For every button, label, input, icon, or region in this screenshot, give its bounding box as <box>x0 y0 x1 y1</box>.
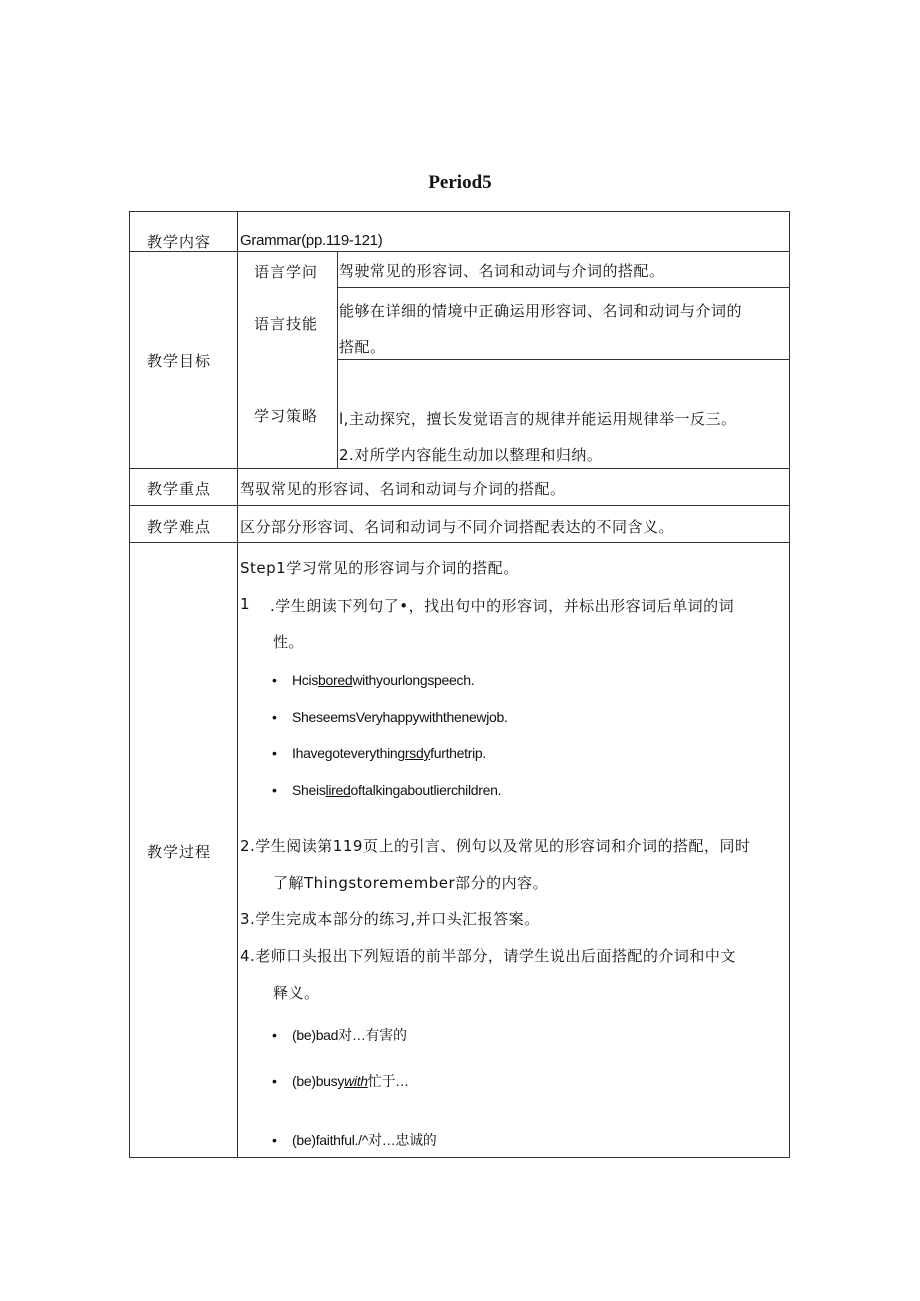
sentence-2: • SheseemsVeryhappywiththenewjob. <box>272 709 508 725</box>
skills-label: 语言技能 <box>254 315 319 333</box>
strategy-text-line1: l,主动探究，擅长发觉语言的规律并能运用规律举一反三。 <box>339 410 737 428</box>
content-value: Grammar(pp.119-121) <box>240 232 383 249</box>
skills-text-line1: 能够在详细的情境中正确运用形容词、名词和动词与介词的 <box>339 302 743 320</box>
item1-line2: 性。 <box>273 633 305 651</box>
item2-line2: 了解Thingstoremember部分的内容。 <box>273 874 549 892</box>
skills-text-line2: 搭配。 <box>339 338 386 356</box>
sentence-3: • Ihavegoteverythingrsdyfurthetrip. <box>272 745 486 761</box>
strategy-text-line2: 2.对所学内容能生动加以整理和归纳。 <box>339 446 603 464</box>
item3: 3.学生完成本部分的练习,并口头汇报答案。 <box>240 910 540 928</box>
objectives-label: 教学目标 <box>147 352 212 370</box>
item4-line1: 4.老师口头报出下列短语的前半部分，请学生说出后面搭配的介词和中文 <box>240 947 736 965</box>
sentence-4: • Sheisliredoftalkingaboutlierchildren. <box>272 782 502 798</box>
page-title: Period5 <box>428 172 492 193</box>
difficulties-value: 区分部分形容词、名词和动词与不同介词搭配表达的不同含义。 <box>240 518 675 536</box>
item1-line1: .学生朗读下列句了•，找出句中的形容词，并标出形容词后单词的词 <box>270 597 735 615</box>
phrase-3: • (be)faithful./^对…忠诚的 <box>272 1132 437 1148</box>
knowledge-label: 语言学问 <box>254 263 319 281</box>
item4-line2: 释义。 <box>273 984 320 1002</box>
difficulties-label: 教学难点 <box>147 518 212 536</box>
process-label: 教学过程 <box>147 843 212 861</box>
step1-heading: Step1学习常见的形容词与介词的搭配。 <box>240 559 519 577</box>
key-points-label: 教学重点 <box>147 480 212 498</box>
knowledge-text: 驾驶常见的形容词、名词和动词与介词的搭配。 <box>339 262 665 280</box>
key-points-value: 驾驭常见的形容词、名词和动词与介词的搭配。 <box>240 480 566 498</box>
lesson-plan-table <box>129 211 790 1158</box>
strategy-label: 学习策略 <box>254 407 319 425</box>
phrase-1: • (be)bad对…有害的 <box>272 1027 407 1043</box>
item1-number: 1 <box>240 595 251 613</box>
content-label: 教学内容 <box>147 233 212 251</box>
item2-line1: 2.学生阅读第119页上的引言、例句以及常见的形容词和介词的搭配，同时 <box>240 837 751 855</box>
phrase-2: • (be)busywith忙于… <box>272 1073 409 1089</box>
sentence-1: • Hcisboredwithyourlongspeech. <box>272 672 475 688</box>
